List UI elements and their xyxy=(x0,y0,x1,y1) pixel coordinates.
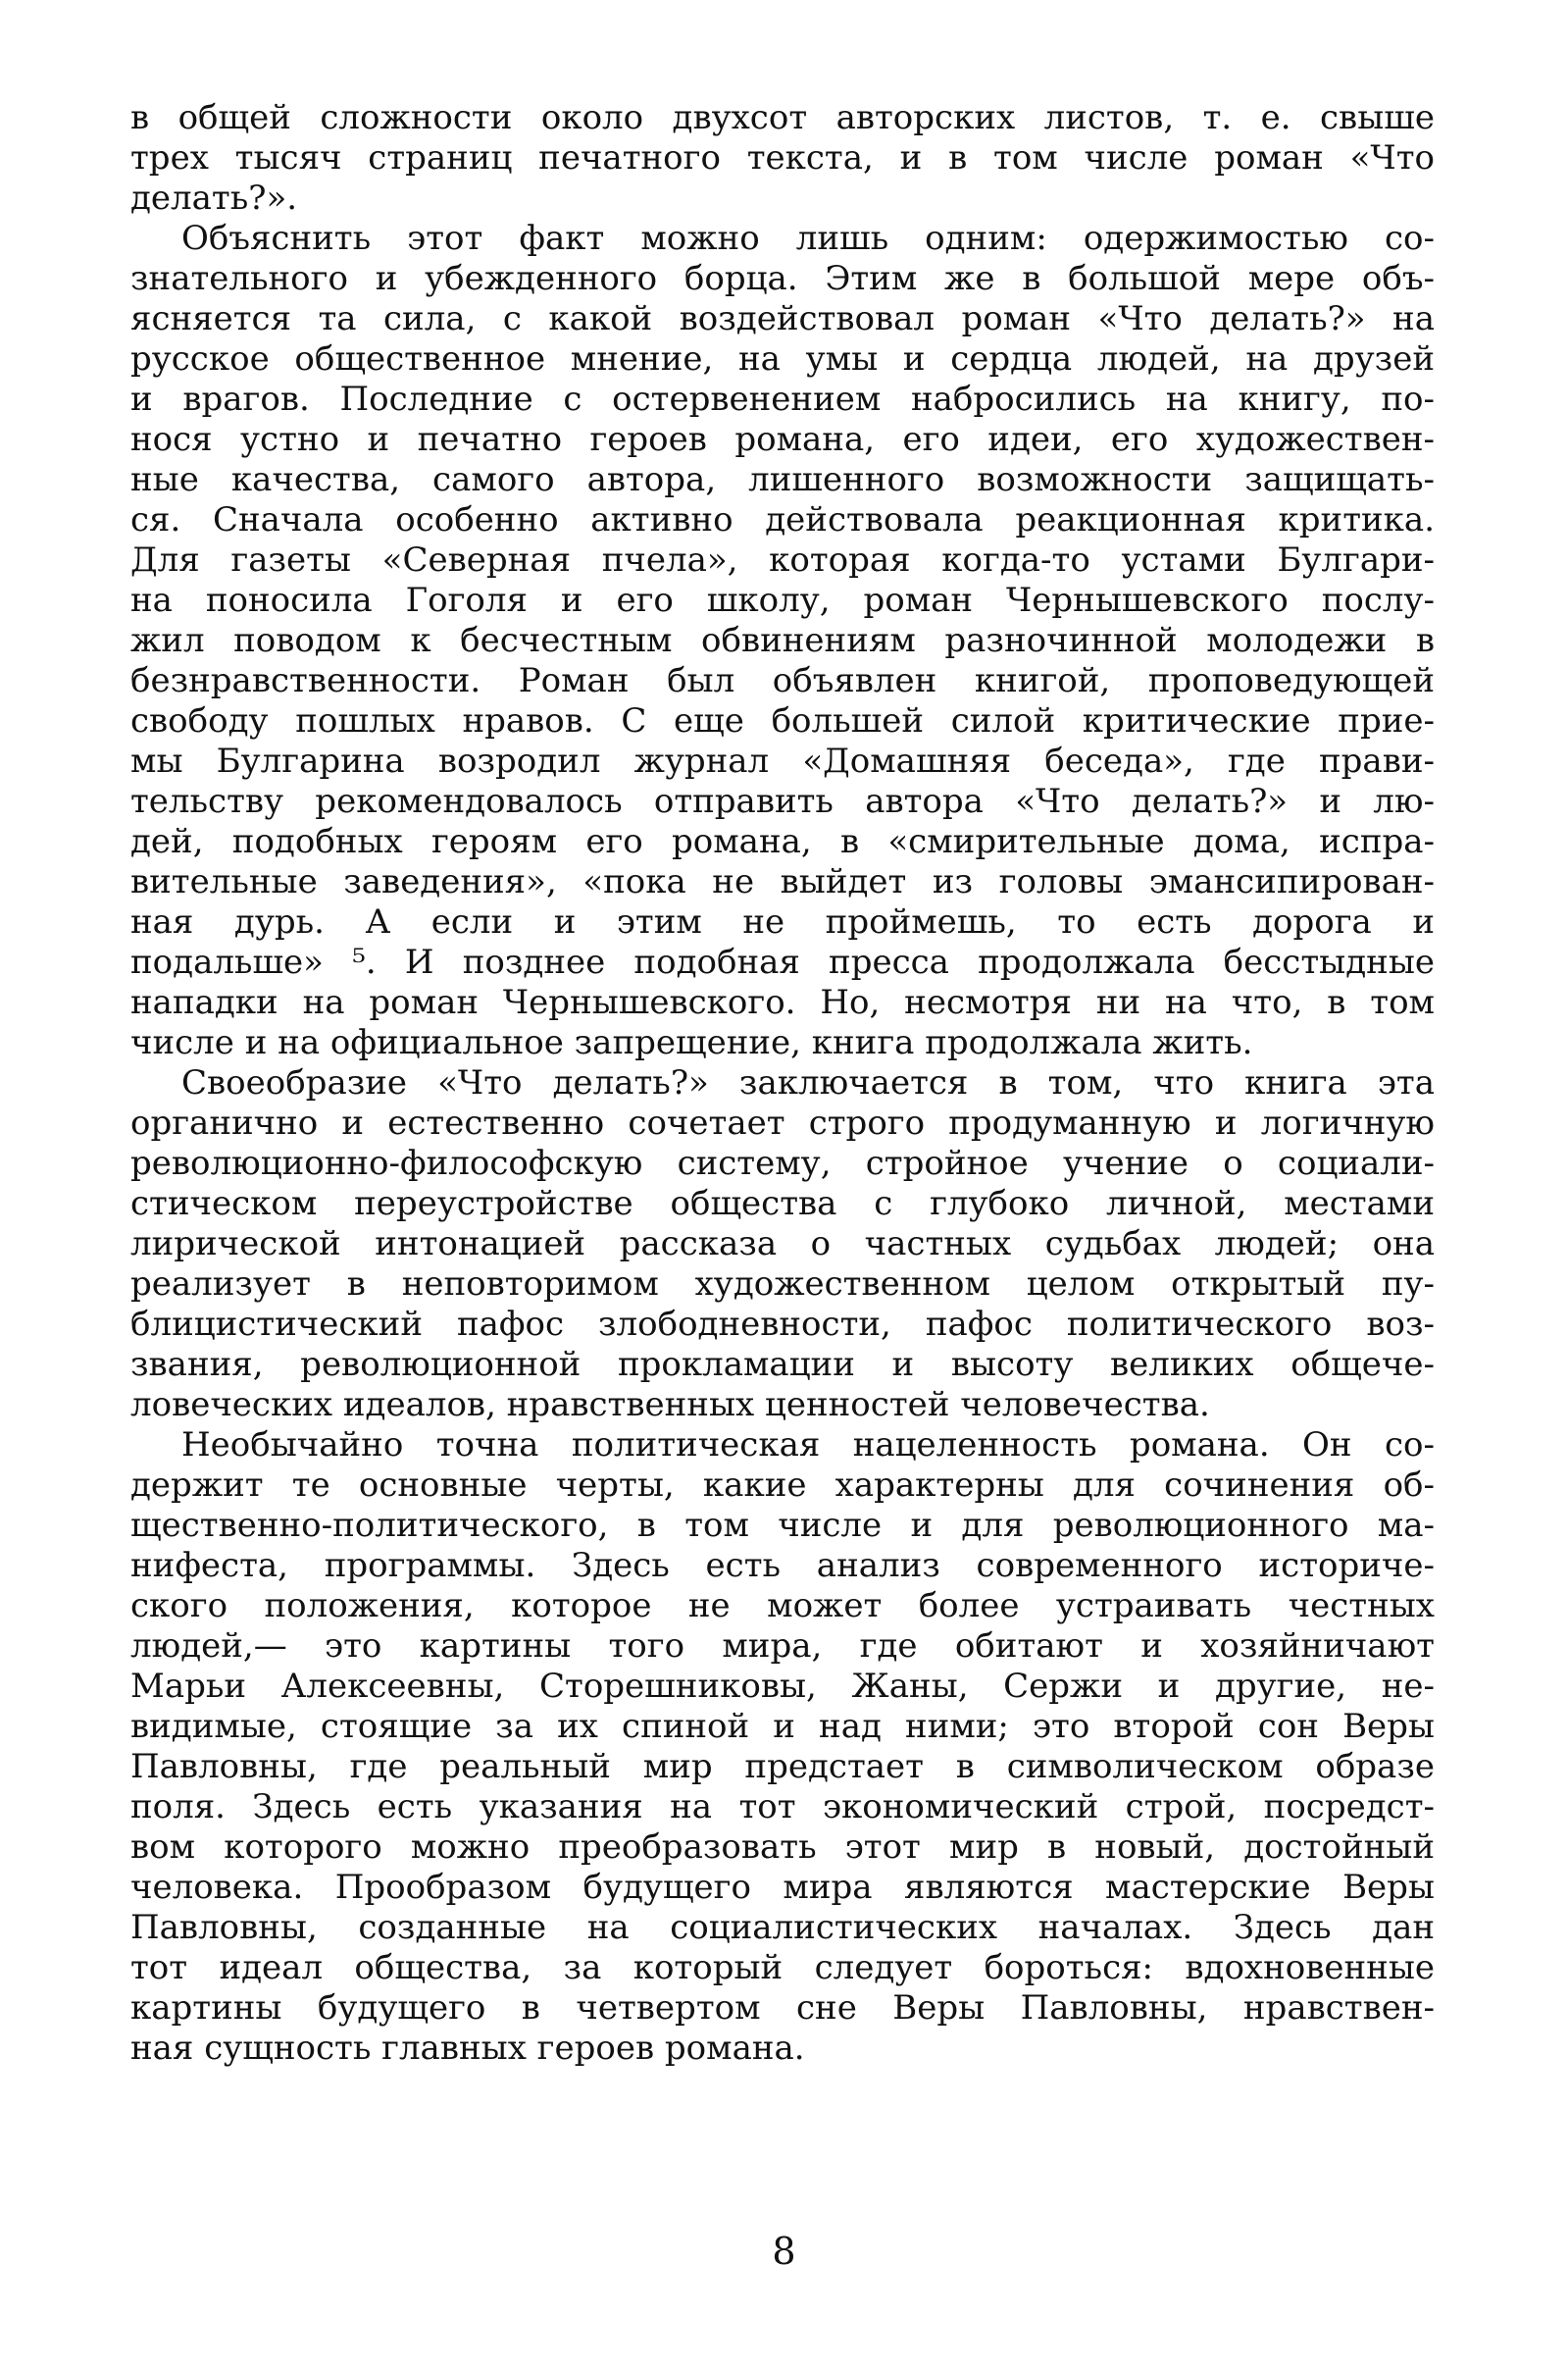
text-line: революционно-философскую систему, стройное учение о социали- xyxy=(130,1144,1435,1183)
text-line: безнравственности. Роман был объявлен книгой, проповедующей xyxy=(130,661,1435,700)
text-line: ные качества, самого автора, лишенного возможности защищать- xyxy=(130,460,1435,499)
text-line: вом которого можно преобразовать этот мир в новый, достойный xyxy=(130,1827,1435,1867)
text-line: щественно-политического, в том числе и для революционного ма- xyxy=(130,1506,1435,1545)
paragraph xyxy=(130,1063,1435,1425)
text-line: дей, подобных героям его романа, в «смирительные дома, испра- xyxy=(130,822,1435,861)
text-line: ловеческих идеалов, нравственных ценностей человечества. xyxy=(130,1385,1210,1424)
text-line: ная сущность главных героев романа. xyxy=(130,2029,805,2068)
text-line: числе и на официальное запрещение, книга продолжала жить. xyxy=(130,1023,1253,1062)
page-number: 8 xyxy=(772,2230,796,2273)
text-line: в общей сложности около двухсот авторских листов, т. е. свыше xyxy=(130,98,1435,137)
text-line: Павловны, созданные на социалистических началах. Здесь дан xyxy=(130,1908,1435,1947)
text-line: блицистический пафос злободневности, пафос политического воз- xyxy=(130,1305,1435,1344)
text-line: ясняется та сила, с какой воздействовал роман «Что делать?» на xyxy=(130,299,1435,338)
text-line: Павловны, где реальный мир предстает в символическом образе xyxy=(130,1747,1435,1786)
text-line: Марьи Алексеевны, Сторешниковы, Жаны, Сержи и другие, не- xyxy=(130,1667,1435,1706)
text-line: и врагов. Последние с остервенением набросились на книгу, по- xyxy=(130,380,1435,419)
text-line: на поносила Гоголя и его школу, роман Чернышевского послу- xyxy=(130,581,1435,620)
text-line: нифеста, программы. Здесь есть анализ современного историче- xyxy=(130,1546,1435,1585)
text-line: русское общественное мнение, на умы и сердца людей, на друзей xyxy=(130,339,1435,379)
text-line: нося устно и печатно героев романа, его идеи, его художествен- xyxy=(130,420,1435,459)
text-line: видимые, стоящие за их спиной и над ними; это второй сон Веры xyxy=(130,1707,1435,1746)
text-line: свободу пошлых нравов. С еще большей силой критические прие- xyxy=(130,701,1435,741)
text-line: Объяснить этот факт можно лишь одним: одержимостью со- xyxy=(181,219,1435,258)
text-line: держит те основные черты, какие характерны для сочинения об- xyxy=(130,1465,1435,1505)
text-line: Для газеты «Северная пчела», которая когда-то устами Булгари- xyxy=(130,540,1435,580)
text-line: человека. Прообразом будущего мира являются мастерские Веры xyxy=(130,1868,1435,1907)
text-line: нападки на роман Чернышевского. Но, несмотря ни на что, в том xyxy=(130,983,1435,1022)
text-line: органично и естественно сочетает строго продуманную и логичную xyxy=(130,1104,1435,1143)
text-line: трех тысяч страниц печатного текста, и в том числе роман «Что xyxy=(130,138,1435,178)
text-line: делать?». xyxy=(130,179,298,218)
text-line: людей,— это картины того мира, где обитают и хозяйничают xyxy=(130,1626,1435,1666)
text-line: ся. Сначала особенно активно действовала реакционная критика. xyxy=(130,500,1435,540)
paragraph xyxy=(130,98,1435,219)
text-line: тельству рекомендовалось отправить автора «Что делать?» и лю- xyxy=(130,782,1435,821)
body-text xyxy=(130,98,1435,2069)
paragraph xyxy=(130,219,1435,1063)
text-line: ная дурь. А если и этим не проймешь, то есть дорога и xyxy=(130,902,1435,942)
text-line: ского положения, которое не может более устраивать честных xyxy=(130,1586,1435,1625)
text-line: мы Булгарина возродил журнал «Домашняя беседа», где прави- xyxy=(130,742,1435,781)
text-line: картины будущего в четвертом сне Веры Павловны, нравствен- xyxy=(130,1988,1435,2028)
text-line: звания, революционной прокламации и высоту великих общече- xyxy=(130,1345,1435,1384)
text-line: лирической интонацией рассказа о частных судьбах людей; она xyxy=(130,1224,1435,1263)
text-line: поля. Здесь есть указания на тот экономический строй, посредст- xyxy=(130,1787,1435,1826)
text-line: вительные заведения», «пока не выйдет из головы эмансипирован- xyxy=(130,862,1435,901)
text-line: реализует в неповторимом художественном целом открытый пу- xyxy=(130,1264,1435,1304)
text-line: тот идеал общества, за который следует бороться: вдохновенные xyxy=(130,1948,1435,1987)
text-line: жил поводом к бесчестным обвинениям разночинной молодежи в xyxy=(130,621,1435,660)
text-line: стическом переустройстве общества с глубоко личной, местами xyxy=(130,1184,1435,1223)
text-line: подальше» ⁵. И позднее подобная пресса продолжала бесстыдные xyxy=(130,943,1435,982)
paragraph xyxy=(130,1425,1435,2069)
text-line: Своеобразие «Что делать?» заключается в том, что книга эта xyxy=(181,1063,1435,1103)
text-line: Необычайно точна политическая нацеленность романа. Он со- xyxy=(181,1425,1435,1465)
text-line: знательного и убежденного борца. Этим же в большой мере объ- xyxy=(130,259,1435,298)
